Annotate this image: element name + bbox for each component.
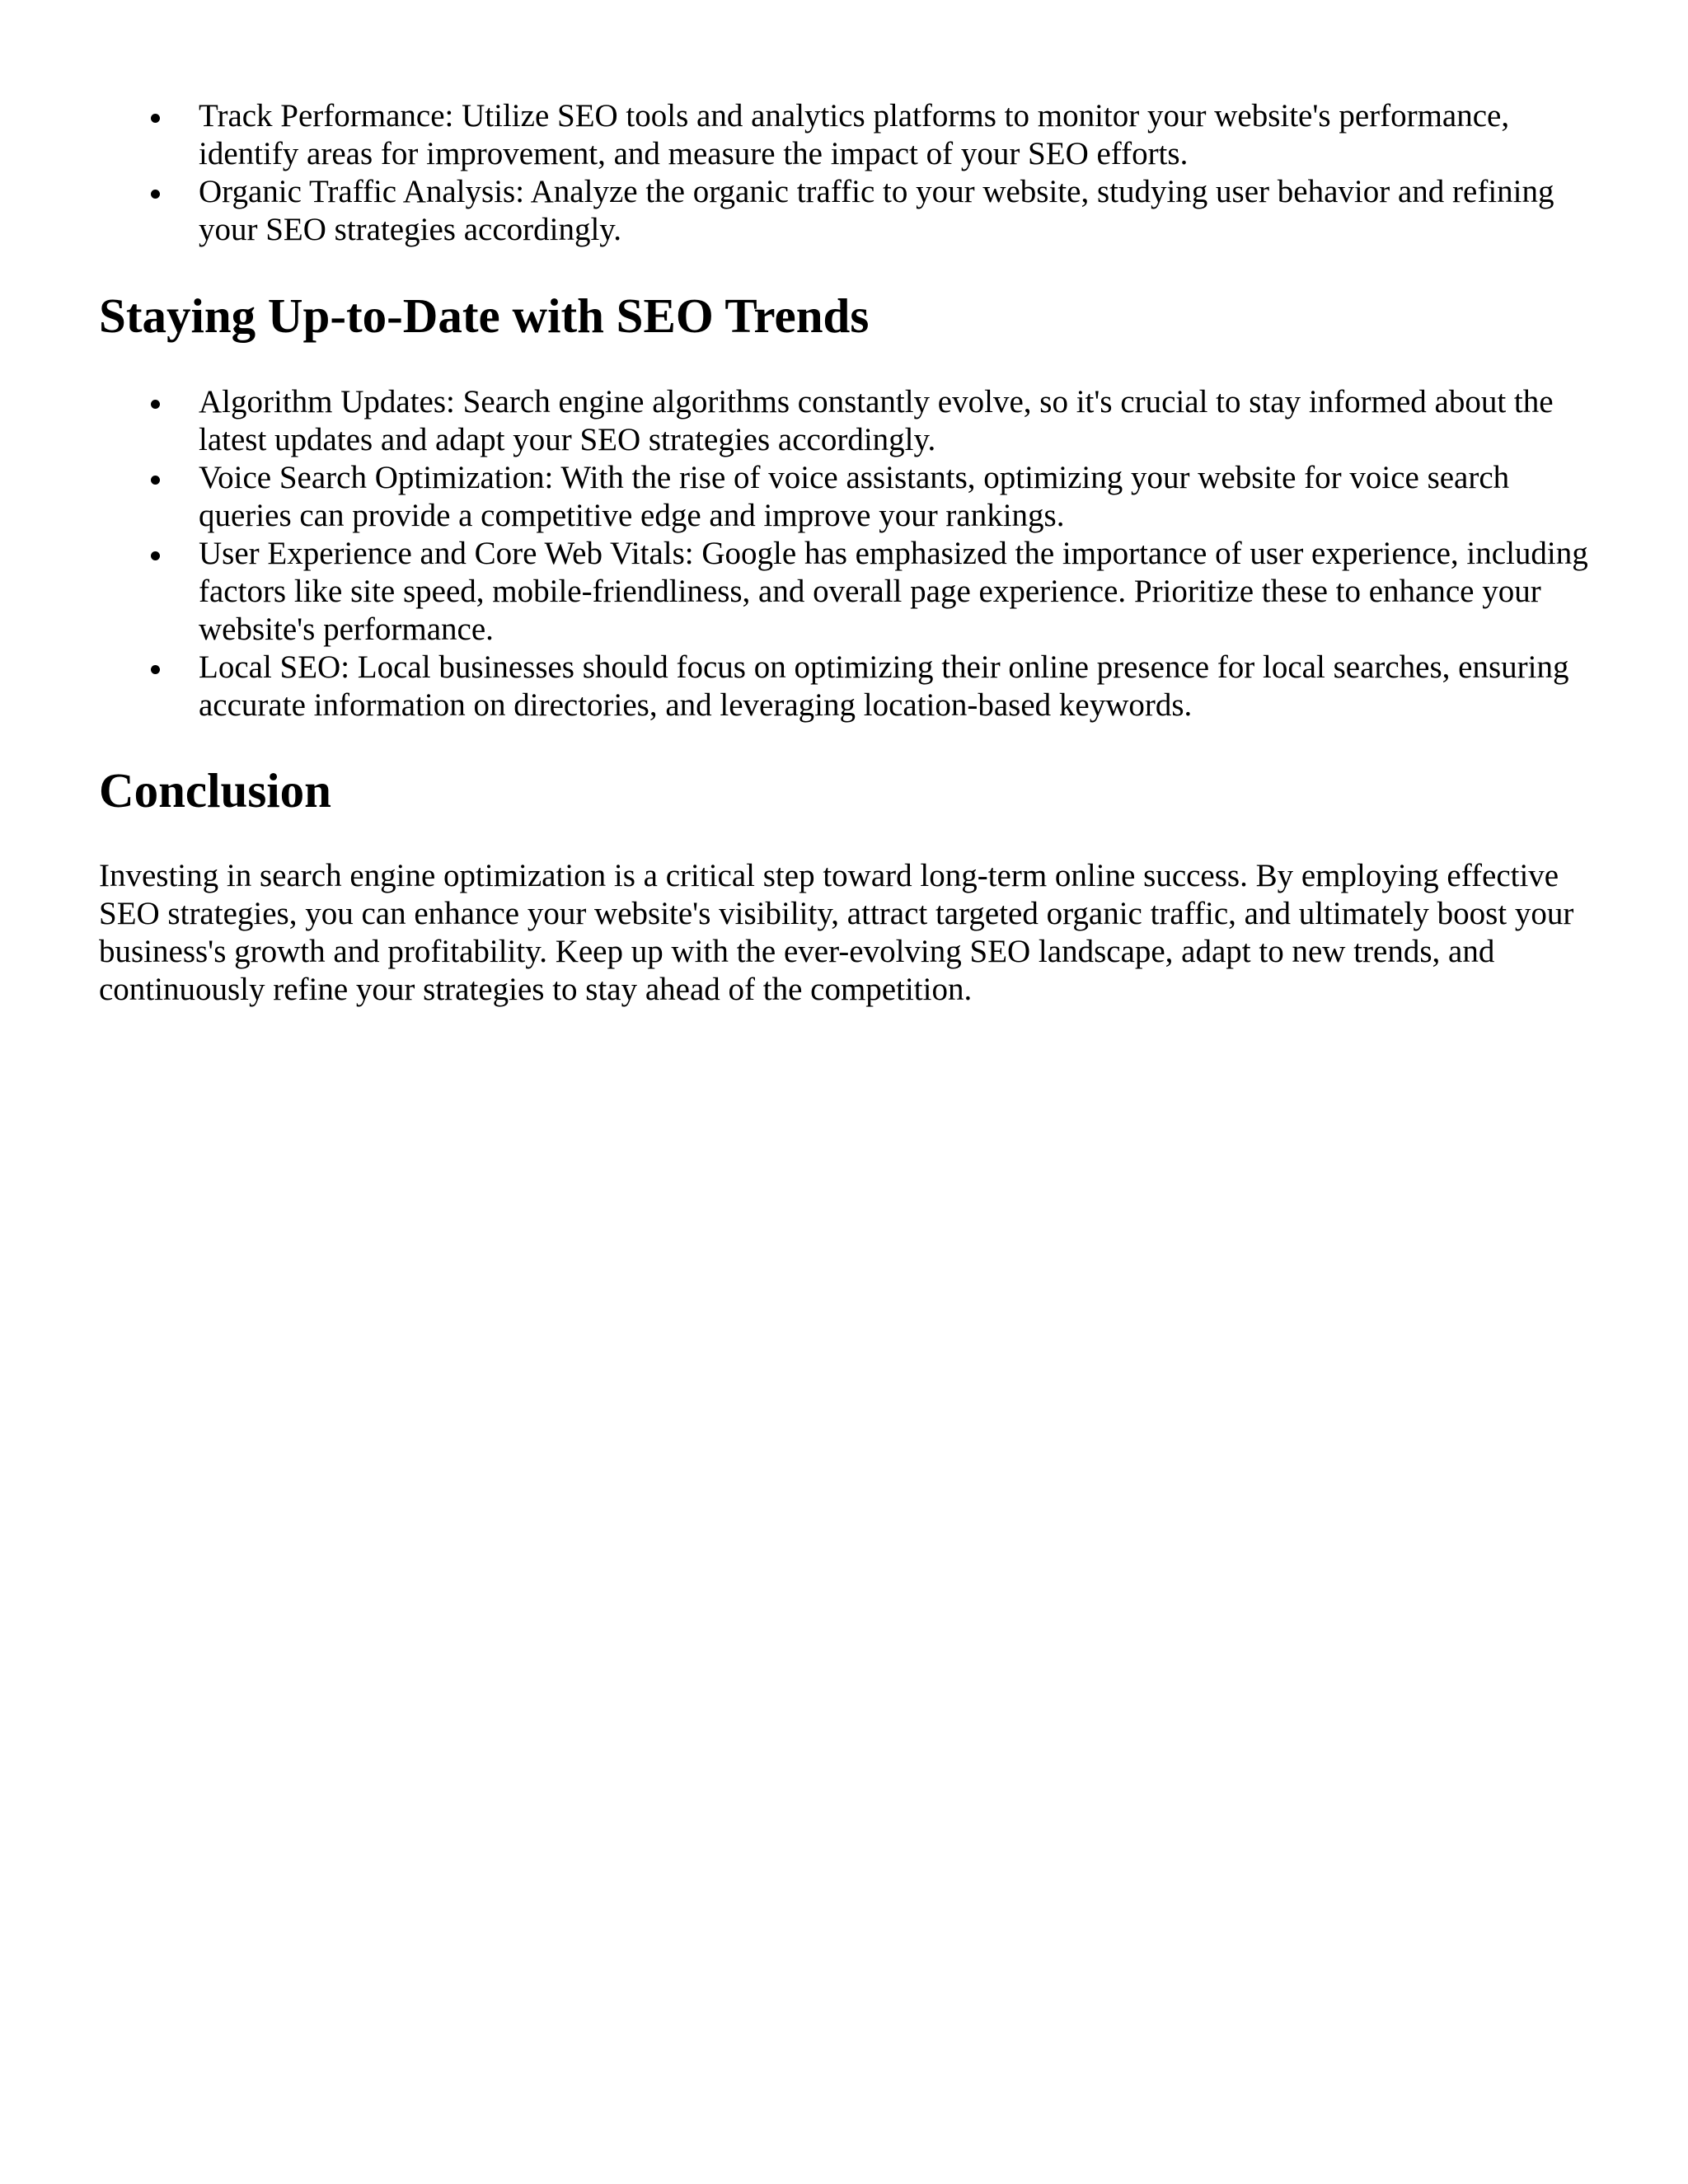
performance-list [99,97,1591,249]
list-item [99,97,1591,173]
list-item [99,649,1591,724]
list-item [99,383,1591,459]
list-item-text: Local SEO: Local businesses should focus on optimizing their online presence for local searches, ensuring accurate information on directories, and leveraging location-based keywords. [199,649,1569,723]
list-item [99,173,1591,249]
list-item-text: Organic Traffic Analysis: Analyze the organic traffic to your website, studying user behavior and refining your SEO strategies accordingly. [199,174,1554,247]
list-item-text: Algorithm Updates: Search engine algorithms constantly evolve, so it's crucial to stay informed about the latest updates and adapt your SEO strategies accordingly. [199,384,1554,457]
list-item-text: User Experience and Core Web Vitals: Google has emphasized the importance of user experience, including factors like site speed, mobile-friendliness, and overall page experience. Prioritize these to enhance your website's performance. [199,536,1588,647]
bullet-icon [151,665,160,674]
bullet-icon [151,114,160,123]
list-item-text: Track Performance: Utilize SEO tools and analytics platforms to monitor your website's performance, identify areas for improvement, and measure the impact of your SEO efforts. [199,98,1510,171]
list-item [99,459,1591,535]
conclusion-heading: Conclusion [99,763,331,818]
list-item-text: Voice Search Optimization: With the rise of voice assistants, optimizing your website for voice search queries can provide a competitive edge and improve your rankings. [199,460,1510,533]
document-page [99,97,1591,1009]
bullet-icon [151,400,160,409]
seo-trends-heading: Staying Up-to-Date with SEO Trends [99,288,870,343]
conclusion-paragraph: Investing in search engine optimization is a critical step toward long-term online success. By employing effective SEO strategies, you can enhance your website's visibility, attract targeted organic traffic, and ultimately boost your business's growth and profitability. Keep up with the ever-evolving SEO landscape, adapt to new trends, and continuously refine your strategies to stay ahead of the competition. [99,858,1574,1007]
bullet-icon [151,476,160,485]
bullet-icon [151,190,160,199]
list-item [99,535,1591,649]
bullet-icon [151,551,160,560]
seo-trends-list [99,383,1591,724]
